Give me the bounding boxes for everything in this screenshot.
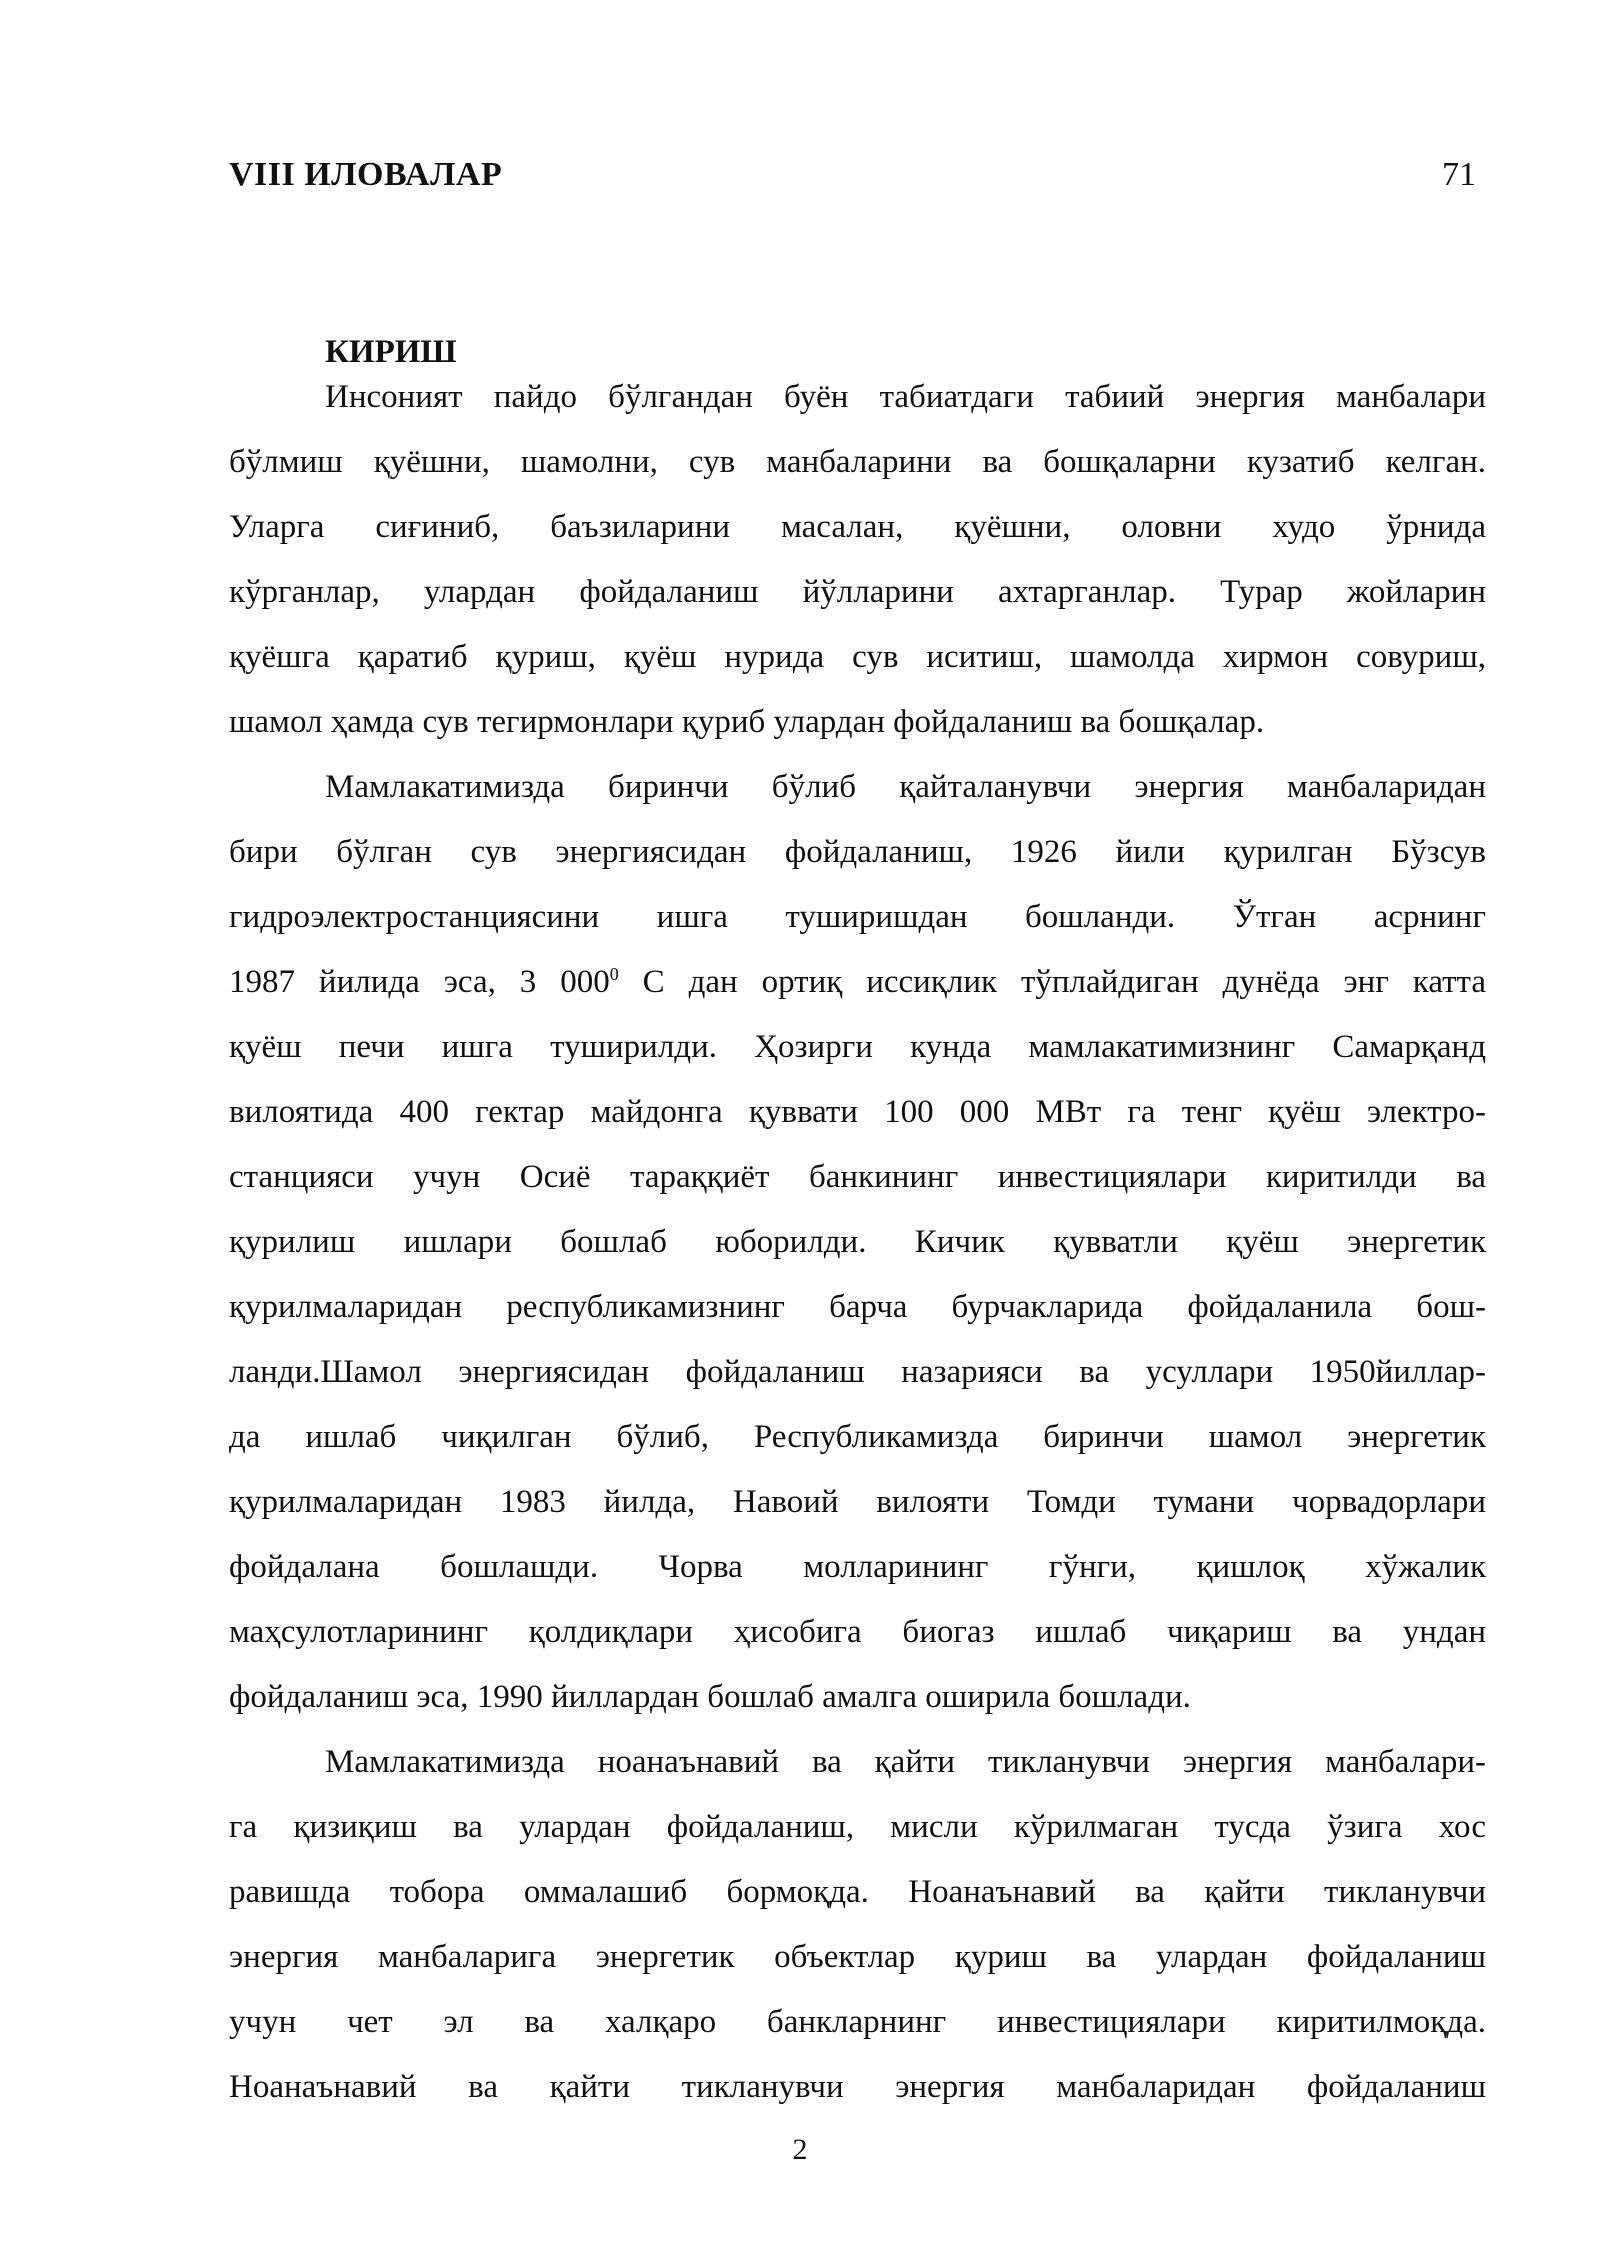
text-line: фойдалана бошлашди. Чорва молларининг гўнги, қишлоқ хўжалик bbox=[229, 1549, 1486, 1585]
text-line: гидроэлектростанциясини ишга туширишдан бошланди. Ўтган асрнинг bbox=[229, 899, 1486, 935]
text-line: да ишлаб чиқилган бўлиб, Республикамизда биринчи шамол энергетик bbox=[229, 1419, 1486, 1455]
degree-superscript: 0 bbox=[609, 964, 619, 984]
text-line: равишда тобора оммалашиб бормоқда. Ноанаънавий ва қайти тикланувчи bbox=[229, 1874, 1486, 1910]
section-title: VIII ИЛОВАЛАР bbox=[229, 156, 503, 193]
body-text bbox=[229, 365, 1486, 2120]
text-line: қурилмаларидан 1983 йилда, Навоий вилояти Томди тумани чорвадорлари bbox=[229, 1484, 1486, 1520]
text-line: станцияси учун Осиё тараққиёт банкининг инвестициялари киритилди ва bbox=[229, 1159, 1486, 1195]
text-fragment: 1987 йилида эса, 3 000 bbox=[229, 964, 610, 1000]
text-line: бири бўлган сув энергиясидан фойдаланиш, 1926 йили қурилган Бўзсув bbox=[229, 834, 1486, 870]
text-line: қуёш печи ишга туширилди. Ҳозирги кунда мамлакатимизнинг Самарқанд bbox=[229, 1029, 1486, 1065]
text-fragment: С дан ортиқ иссиқлик тўплайдиган дунёда энг катта bbox=[618, 964, 1487, 1000]
page-footer bbox=[0, 2130, 1600, 2170]
text-line: Уларга сиғиниб, баъзиларини масалан, қуёшни, оловни худо ўрнида bbox=[229, 509, 1486, 545]
text-line: фойдаланиш эса, 1990 йиллардан бошлаб амалга оширила бошлади. bbox=[229, 1679, 1191, 1715]
paragraph-1 bbox=[229, 365, 1486, 755]
text-line: учун чет эл ва халқаро банкларнинг инвестициялари киритилмоқда. bbox=[229, 2004, 1486, 2040]
paragraph-2 bbox=[229, 755, 1486, 1730]
text-line: энергия манбаларига энергетик объектлар қуриш ва улардан фойдаланиш bbox=[229, 1939, 1486, 1975]
paragraph-3 bbox=[229, 1730, 1486, 2120]
text-line: кўрганлар, улардан фойдаланиш йўлларини ахтарганлар. Турар жойларин bbox=[229, 574, 1486, 610]
chapter-heading: КИРИШ bbox=[325, 334, 457, 370]
text-line: га қизиқиш ва улардан фойдаланиш, мисли кўрилмаган тусда ўзига хос bbox=[229, 1809, 1486, 1845]
text-line: Ноанаънавий ва қайти тикланувчи энергия манбаларидан фойдаланиш bbox=[229, 2069, 1486, 2105]
page-header bbox=[229, 150, 1486, 200]
text-line: қуёшга қаратиб қуриш, қуёш нурида сув иситиш, шамолда хирмон совуриш, bbox=[229, 639, 1486, 675]
header-page-number: 71 bbox=[1442, 156, 1476, 193]
text-line: Инсоният пайдо бўлгандан буён табиатдаги табиий энергия манбалари bbox=[325, 379, 1486, 415]
text-line: бўлмиш қуёшни, шамолни, сув манбаларини ва бошқаларни кузатиб келган. bbox=[229, 444, 1486, 480]
text-line: вилоятида 400 гектар майдонга қуввати 100 000 МВт га тенг қуёш электро- bbox=[229, 1094, 1486, 1130]
text-line: қурилиш ишлари бошлаб юборилди. Кичик қувватли қуёш энергетик bbox=[229, 1224, 1486, 1260]
text-line: шамол ҳамда сув тегирмонлари қуриб улардан фойдаланиш ва бошқалар. bbox=[229, 704, 1265, 740]
text-line: ланди.Шамол энергиясидан фойдаланиш назарияси ва усуллари 1950йиллар- bbox=[229, 1354, 1486, 1390]
text-line: Мамлакатимизда биринчи бўлиб қайталанувчи энергия манбаларидан bbox=[325, 769, 1486, 805]
text-line: Мамлакатимизда ноанаънавий ва қайти тикланувчи энергия манбалари- bbox=[325, 1744, 1486, 1780]
text-line: қурилмаларидан республикамизнинг барча бурчакларида фойдаланила бош- bbox=[229, 1289, 1486, 1325]
text-line-with-superscript bbox=[229, 950, 1486, 1015]
footer-page-number: 2 bbox=[792, 2133, 808, 2166]
text-line: маҳсулотларининг қолдиқлари ҳисобига биогаз ишлаб чиқариш ва ундан bbox=[229, 1614, 1486, 1650]
